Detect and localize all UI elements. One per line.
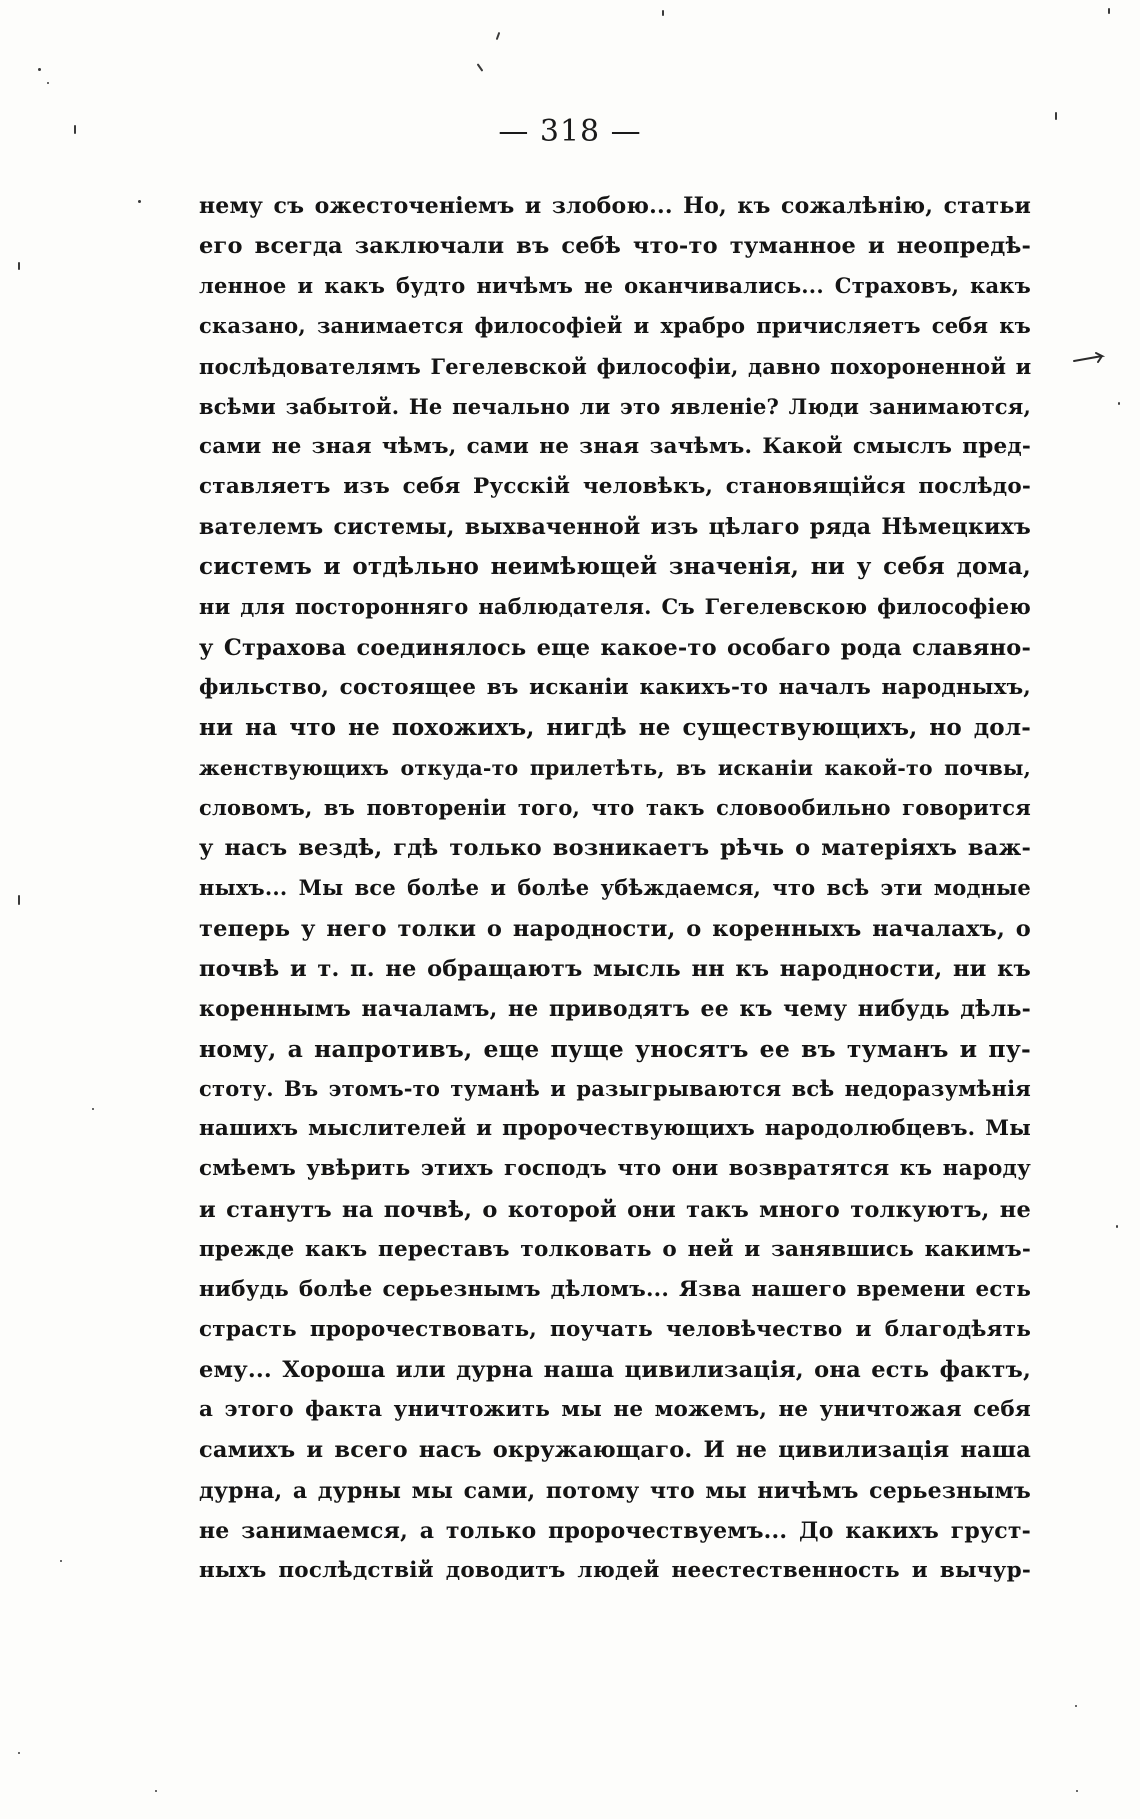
text-line: ни для посторонняго наблюдателя. Съ Гегелевскою философіею xyxy=(199,594,1031,620)
text-line: ныхъ послѣдствій доводитъ людей неестественность и вычур- xyxy=(199,1557,1031,1583)
text-line: фильство, состоящее въ исканіи какихъ-то началъ народныхъ, xyxy=(199,674,1031,700)
text-line: послѣдователямъ Гегелевской философіи, давно похороненной и xyxy=(199,353,1032,379)
body-text xyxy=(199,186,1031,1591)
text-line: ни на что не похожихъ, нигдѣ не существующихъ, но дол- xyxy=(199,713,1031,741)
text-line: стоту. Въ этомъ-то туманѣ и разыгрываются всѣ недоразумѣнія xyxy=(199,1076,1031,1102)
text-line: самихъ и всего насъ окружающаго. И не цивилизація наша xyxy=(199,1437,1031,1464)
text-line: нибудь болѣе серьезнымъ дѣломъ... Язва нашего времени есть xyxy=(199,1276,1031,1302)
text-line: его всегда заключали въ себѣ что-то туманное и неопредѣ- xyxy=(199,233,1031,260)
text-line: у Страхова соединялось еще какое-то особаго рода славяно- xyxy=(199,634,1031,661)
text-line: всѣми забытой. Не печально ли это явленіе? Люди занимаются, xyxy=(199,393,1031,419)
text-line: страсть пророчествовать, поучать человѣчество и благодѣять xyxy=(199,1316,1031,1342)
text-line: нему съ ожесточеніемъ и злобою... Но, къ сожалѣнію, статьи xyxy=(199,193,1031,219)
text-line: смѣемъ увѣрить этихъ господъ что они возвратятся къ народу xyxy=(199,1156,1031,1182)
pencil-arrow-mark xyxy=(1072,351,1110,365)
text-line: почвѣ и т. п. не обращаютъ мысль нн къ народности, ни къ xyxy=(199,955,1031,982)
text-line: теперь у него толки о народности, о коренныхъ началахъ, о xyxy=(199,915,1031,942)
text-line: не занимаемся, а только пророчествуемъ... До какихъ груст- xyxy=(199,1517,1031,1544)
text-line: и станутъ на почвѣ, о которой они такъ много толкуютъ, не xyxy=(199,1196,1031,1223)
text-line: а этого факта уничтожить мы не можемъ, не уничтожая себя xyxy=(199,1397,1031,1423)
text-line: ленное и какъ будто ничѣмъ не оканчивались... Страховъ, какъ xyxy=(199,273,1031,299)
text-line: женствующихъ откуда-то прилетѣть, въ исканіи какой-то почвы, xyxy=(199,755,1031,780)
text-line: нашихъ мыслителей и пророчествующихъ народолюбцевъ. Мы xyxy=(199,1116,1031,1142)
text-line: ному, а напротивъ, еще пуще уносятъ ее въ туманъ и пу- xyxy=(199,1034,1031,1063)
text-line: сказано, занимается философіей и храбро причисляетъ себя къ xyxy=(199,313,1031,339)
text-line: кореннымъ началамъ, не приводятъ ее къ чему нибудь дѣль- xyxy=(199,995,1031,1022)
text-line: у насъ вездѣ, гдѣ только возникаетъ рѣчь о матеріяхъ важ- xyxy=(199,835,1031,862)
text-line: ныхъ... Мы все болѣе и болѣе убѣждаемся, что всѣ эти модные xyxy=(199,875,1031,901)
text-line: сами не зная чѣмъ, сами не зная зачѣмъ. Какой смыслъ пред- xyxy=(199,433,1031,459)
text-line: системъ и отдѣльно неимѣющей значенія, ни у себя дома, xyxy=(199,553,1031,581)
text-line: прежде какъ переставъ толковать о ней и занявшись какимъ- xyxy=(199,1236,1031,1262)
text-line: ему... Хороша или дурна наша цивилизація, она есть фактъ, xyxy=(199,1357,1031,1384)
text-line: ставляетъ изъ себя Русскій человѣкъ, становящійся послѣдо- xyxy=(199,473,1031,499)
page-number: — 318 — xyxy=(498,114,642,149)
text-line: словомъ, въ повтореніи того, что такъ словообильно говорится xyxy=(199,795,1031,821)
text-line: вателемъ системы, выхваченной изъ цѣлаго ряда Нѣмецкихъ xyxy=(199,514,1031,541)
text-line: дурна, а дурны мы сами, потому что мы ничѣмъ серьезнымъ xyxy=(199,1477,1031,1504)
